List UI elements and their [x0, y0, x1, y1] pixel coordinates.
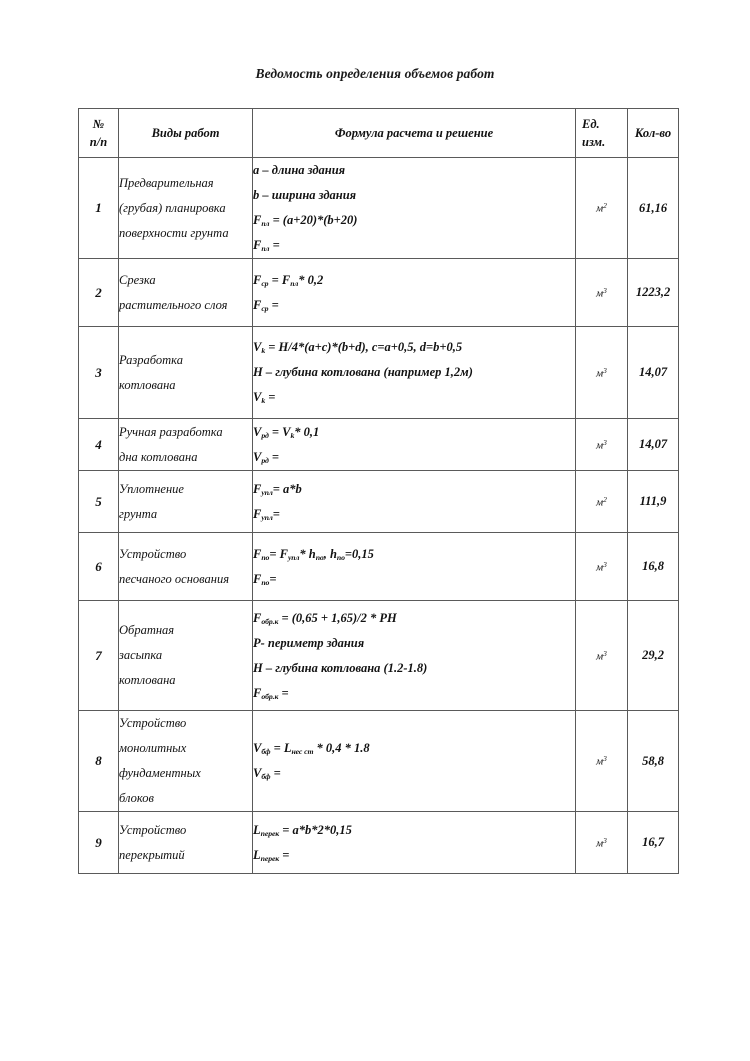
formula-text: =0,15 [344, 546, 374, 561]
formula-subscript: по [261, 577, 270, 587]
page-title: Ведомость определения объемов работ [255, 66, 495, 81]
formula-text: = [265, 390, 276, 404]
work-type-line: поверхности грунта [119, 225, 229, 240]
formula-subscript: k [290, 430, 295, 440]
formula-subscript: пл [290, 278, 299, 288]
work-type-line: Предварительная [119, 175, 214, 190]
formula-line [253, 335, 575, 360]
formula-subscript: k [261, 396, 266, 406]
formula-subscript: бф [261, 747, 271, 757]
work-type-line: котлована [119, 673, 176, 687]
row-number: 7 [79, 601, 119, 711]
formula-subscript: обр.к [261, 616, 279, 626]
formula-text: F [253, 272, 262, 287]
unit-base: м [596, 367, 604, 380]
formula-line [253, 567, 575, 592]
formula-subscript: упл [261, 487, 273, 497]
formula-cell [253, 419, 576, 471]
formula-line [253, 761, 575, 786]
quantity-value: 29,2 [628, 601, 679, 711]
formula-text: F [253, 213, 262, 227]
formula-text: Н – глубина котлована (1.2-1.8) [253, 660, 428, 675]
unit-base: м [596, 287, 604, 300]
unit-cell [576, 419, 628, 471]
table-row [79, 158, 679, 259]
table-row [79, 533, 679, 601]
formula-text: = [268, 297, 279, 312]
unit-base: м [596, 837, 604, 850]
row-number: 6 [79, 533, 119, 601]
formula-cell [253, 327, 576, 419]
formula-text: = [278, 685, 289, 700]
unit-cell [576, 711, 628, 812]
unit-cell [576, 601, 628, 711]
formula-line [253, 445, 575, 470]
work-type-line: Устройство [119, 716, 187, 730]
work-type-cell [119, 158, 253, 259]
work-type-line: дна котлована [119, 449, 198, 464]
work-type-line: засыпка [119, 648, 163, 662]
row-number: 3 [79, 327, 119, 419]
formula-line [253, 268, 575, 293]
formula-text: V [253, 449, 262, 464]
work-type-line: песчаного основания [119, 571, 230, 586]
column-header-number [79, 109, 119, 158]
formula-text: = [269, 571, 277, 586]
unit-exponent: 2 [603, 494, 607, 504]
table-row [79, 259, 679, 327]
formula-text: F [281, 272, 291, 287]
formula-text: Р- периметр здания [253, 635, 365, 650]
formula-text: * 0,1 [294, 424, 320, 439]
formula-text: h [329, 546, 337, 561]
work-type-cell [119, 327, 253, 419]
formula-line [253, 736, 575, 761]
work-type-line: грунта [119, 506, 158, 521]
unit-exponent: 2 [603, 201, 607, 211]
work-type-line: растительного слоя [119, 297, 228, 312]
formula-text: = [269, 238, 280, 252]
formula-line [253, 293, 575, 318]
quantity-value: 14,07 [628, 327, 679, 419]
formula-subscript: нес ст [291, 747, 314, 757]
formula-text: * 0,2 [298, 272, 324, 287]
formula-line [253, 502, 575, 527]
formula-subscript: рд [261, 455, 269, 465]
table-row [79, 711, 679, 812]
unit-exponent: 3 [603, 365, 607, 375]
formula-line [253, 183, 575, 208]
formula-text: = [268, 272, 282, 287]
formula-line [253, 158, 575, 183]
unit-exponent: 3 [603, 437, 607, 447]
unit-base: м [596, 561, 604, 574]
unit-exponent: 3 [603, 754, 607, 764]
column-header-unit-line1: Ед. [582, 116, 600, 131]
unit-cell [576, 259, 628, 327]
work-type-cell [119, 259, 253, 327]
work-type-line: монолитных [119, 741, 187, 755]
formula-text: = (a+20)*(b+20) [269, 213, 358, 227]
formula-subscript: по [336, 552, 345, 562]
formula-line [253, 631, 575, 656]
unit-base: м [596, 496, 604, 509]
formula-cell [253, 533, 576, 601]
formula-text: = H/4*(a+c)*(b+d), c=a+0,5, d=b+0,5 [265, 340, 463, 354]
formula-text: F [253, 481, 262, 496]
formula-line [253, 656, 575, 681]
formula-text: V [253, 390, 262, 404]
table-row [79, 812, 679, 874]
formula-line [253, 606, 575, 631]
formula-subscript: ср [261, 303, 269, 313]
unit-cell [576, 327, 628, 419]
formula-cell [253, 601, 576, 711]
unit-base: м [596, 202, 604, 215]
formula-subscript: обр.к [261, 691, 279, 701]
column-header-unit-line2: изм. [582, 135, 606, 149]
formula-text: = [272, 506, 280, 521]
unit-cell [576, 158, 628, 259]
formula-text: = a*b*2*0,15 [279, 822, 352, 837]
formula-subscript: по [261, 552, 270, 562]
work-type-line: Обратная [119, 623, 175, 637]
column-header-unit [576, 109, 628, 158]
formula-cell [253, 259, 576, 327]
work-type-cell [119, 812, 253, 874]
work-type-line: перекрытий [119, 847, 185, 862]
unit-cell [576, 471, 628, 533]
formula-cell [253, 471, 576, 533]
formula-line [253, 233, 575, 258]
formula-line [253, 420, 575, 445]
formula-subscript: упл [261, 512, 273, 522]
formula-cell [253, 158, 576, 259]
formula-text: L [253, 822, 261, 837]
formula-text: = [268, 449, 280, 464]
table-row [79, 419, 679, 471]
unit-base: м [596, 755, 604, 768]
quantity-value: 16,8 [628, 533, 679, 601]
work-type-cell [119, 471, 253, 533]
work-type-line: котлована [119, 377, 176, 392]
work-type-line: Разработка [119, 352, 183, 367]
unit-cell [576, 533, 628, 601]
column-header-quantity: Кол-во [628, 109, 679, 158]
formula-text: = [269, 546, 280, 561]
formula-text: F [253, 506, 262, 521]
work-type-line: Срезка [119, 272, 156, 287]
works-volume-table [78, 108, 679, 874]
formula-text: = [279, 847, 290, 862]
formula-line [253, 843, 575, 868]
formula-line [253, 360, 575, 385]
row-number: 5 [79, 471, 119, 533]
row-number: 1 [79, 158, 119, 259]
formula-text: F [253, 571, 262, 586]
unit-cell [576, 812, 628, 874]
row-number: 8 [79, 711, 119, 812]
formula-line [253, 477, 575, 502]
unit-exponent: 3 [603, 559, 607, 569]
column-header-number-line1: № [92, 116, 105, 131]
work-type-line: блоков [119, 791, 154, 805]
formula-line [253, 681, 575, 706]
work-type-line: фундаментных [119, 766, 201, 780]
formula-line [253, 818, 575, 843]
formula-text: V [253, 766, 262, 780]
formula-text: L [283, 741, 292, 755]
table-row [79, 327, 679, 419]
quantity-value: 111,9 [628, 471, 679, 533]
formula-subscript: перек [260, 853, 280, 863]
table-row [79, 601, 679, 711]
work-type-line: (грубая) планировка [119, 200, 226, 215]
formula-text: V [282, 424, 291, 439]
formula-text: h [308, 546, 316, 561]
table-header [79, 109, 679, 158]
formula-text: V [253, 741, 262, 755]
formula-text: F [253, 546, 262, 561]
formula-text: – длина здания [259, 163, 346, 177]
work-type-cell [119, 419, 253, 471]
formula-subscript: рд [261, 430, 269, 440]
formula-text: * 0,4 * 1.8 [313, 741, 370, 755]
formula-text: = (0,65 + 1,65)/2 * РН [278, 610, 397, 625]
work-type-line: Устройство [119, 822, 187, 837]
column-header-formula: Формула расчета и решение [253, 109, 576, 158]
formula-subscript: k [261, 346, 266, 356]
formula-text: = [270, 741, 284, 755]
column-header-number-line2: п/п [89, 135, 108, 149]
formula-line [253, 542, 575, 567]
formula-cell [253, 711, 576, 812]
formula-text: V [253, 424, 262, 439]
formula-text: F [253, 610, 262, 625]
formula-text: F [279, 546, 288, 561]
quantity-value: 61,16 [628, 158, 679, 259]
formula-text: , [323, 546, 330, 561]
formula-subscript: ср [261, 278, 269, 288]
column-header-work-type: Виды работ [119, 109, 253, 158]
formula-text: a [253, 163, 260, 177]
unit-base: м [596, 439, 604, 452]
formula-text: – ширина здания [259, 188, 357, 202]
formula-subscript: по [315, 552, 324, 562]
formula-subscript: бф [261, 772, 271, 782]
formula-line [253, 208, 575, 233]
table-row [79, 471, 679, 533]
formula-subscript: перек [260, 828, 280, 838]
formula-text: b [253, 188, 260, 202]
formula-text: = [270, 766, 281, 780]
work-type-cell [119, 711, 253, 812]
formula-subscript: пл [261, 219, 270, 229]
unit-exponent: 3 [603, 285, 607, 295]
formula-cell [253, 812, 576, 874]
formula-text: V [253, 340, 262, 354]
unit-base: м [596, 650, 604, 663]
formula-text: L [253, 847, 261, 862]
formula-text: = a*b [272, 481, 302, 496]
formula-text: F [253, 238, 262, 252]
formula-subscript: пл [261, 244, 270, 254]
work-type-cell [119, 533, 253, 601]
quantity-value: 1223,2 [628, 259, 679, 327]
unit-exponent: 3 [603, 648, 607, 658]
formula-subscript: упл [287, 552, 300, 562]
formula-line [253, 385, 575, 410]
work-type-line: Ручная разработка [119, 424, 223, 439]
quantity-value: 14,07 [628, 419, 679, 471]
quantity-value: 58,8 [628, 711, 679, 812]
row-number: 2 [79, 259, 119, 327]
work-type-line: Уплотнение [119, 481, 184, 496]
table-body [79, 158, 679, 874]
row-number: 4 [79, 419, 119, 471]
work-type-line: Устройство [119, 546, 187, 561]
formula-text: H – глубина котлована (например 1,2м) [253, 365, 473, 379]
table-header-row [79, 109, 679, 158]
work-type-cell [119, 601, 253, 711]
formula-text: F [253, 685, 262, 700]
formula-text: * [299, 546, 309, 561]
quantity-value: 16,7 [628, 812, 679, 874]
row-number: 9 [79, 812, 119, 874]
formula-text: = [268, 424, 283, 439]
unit-exponent: 3 [603, 835, 607, 845]
formula-text: F [253, 297, 262, 312]
